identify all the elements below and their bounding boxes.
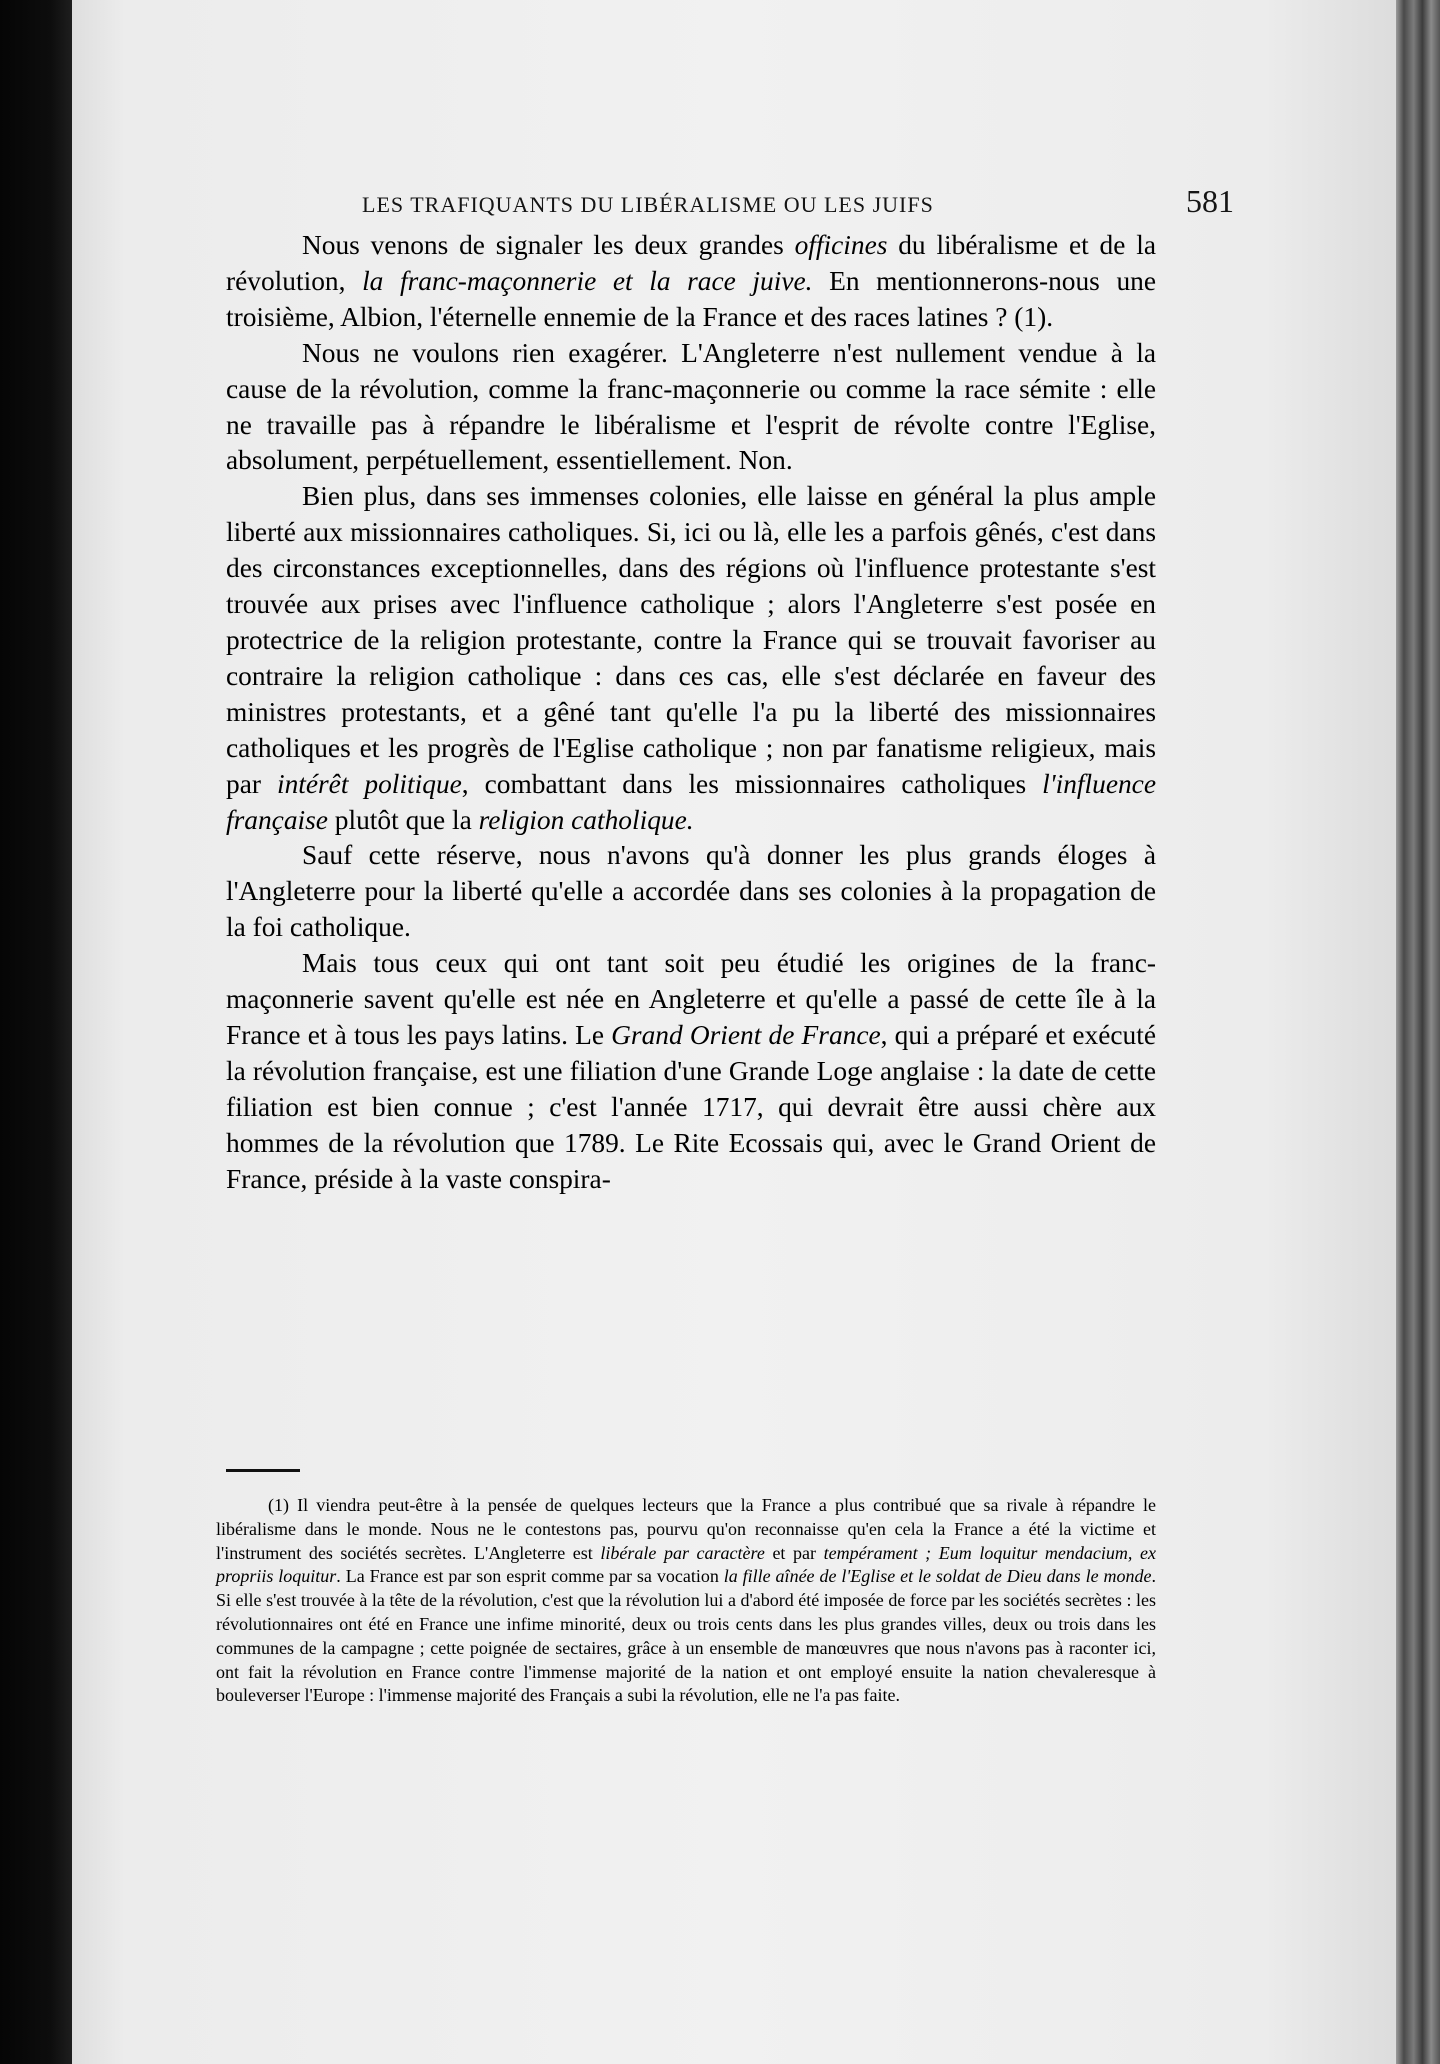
- text-run: . La France est par son esprit comme par sa vocation: [336, 1566, 724, 1587]
- text-run: , combattant dans les missionnaires catholiques: [461, 768, 1043, 799]
- italic-run: religion catholique.: [478, 804, 694, 835]
- text-run: , qui a préparé et exécuté la révolution française, est une filiation d'une Grande Loge anglaise : la date de cette filiation est bien connue ; c'est l'année 1717, qui devrait être aussi chère aux hommes de la révolution que 1789. Le Rite Ecossais qui, avec le Grand Orient de France, préside à la vaste conspira-: [226, 1019, 1156, 1194]
- text-run: et par: [764, 1542, 824, 1563]
- italic-run: Grand Orient de France: [611, 1019, 881, 1050]
- italic-run: officines: [794, 230, 888, 260]
- paragraph-5: [226, 946, 1156, 1197]
- text-run: du libéralisme et de la révolution,: [226, 230, 1156, 296]
- text-run: En mentionnerons-nous une troisième, Albion, l'éternelle ennemie de la France et des races latines ? (1).: [226, 265, 1156, 332]
- running-head: LES TRAFIQUANTS DU LIBÉRALISME OU LES JUIFS: [362, 192, 934, 217]
- text-run: Mais tous ceux qui ont tant soit peu étudié les origines de la franc-maçonnerie savent qu'elle est née en Angleterre et qu'elle a passé de cette île à la France et à tous les pays latins. Le: [226, 948, 1156, 1050]
- text-run: Bien plus, dans ses immenses colonies, elle laisse en général la plus ample liberté aux missionnaires catholiques. Si, ici ou là, elle les a parfois gênés, c'est dans des circonstances exceptionnelles, dans des régions où l'influence protestante s'est trouvée aux prises avec l'influence catholique ; alors l'Angleterre s'est posée en protectrice de la religion protestante, contre la France qui se trouvait favoriser au contraire la religion catholique : dans ces cas, elle s'est déclarée en faveur des ministres protestants, et a gêné tant qu'elle l'a pu la liberté des missionnaires catholiques et les progrès de l'Eglise catholique ; non par fanatisme religieux, mais par: [226, 481, 1156, 799]
- footnote: [216, 1494, 1156, 1708]
- main-text: [226, 228, 1156, 1197]
- text-run: (1) Il viendra peut-être à la pensée de quelques lecteurs que la France a plus contribué que sa rivale à répandre le libéralisme dans le monde. Nous ne le contestons pas, pourvu qu'on reconnaisse qu'en cela la France a été la victime et l'instrument des sociétés secrètes. L'Angleterre est: [216, 1495, 1156, 1563]
- italic-run: l'influence française: [226, 768, 1156, 835]
- paragraph-2: Nous ne voulons rien exagérer. L'Angleterre n'est nullement vendue à la cause de la révolution, comme la franc-maçonnerie ou comme la race sémite : elle ne travaille pas à répandre le libéralisme et l'esprit de révolte contre l'Eglise, absolument, perpétuellement, essentiellement. Non.: [226, 337, 1156, 476]
- book-gutter-shadow: [0, 0, 72, 2064]
- italic-run: libérale par caractère: [600, 1542, 765, 1563]
- footnote-separator: [226, 1469, 300, 1472]
- italic-run: la fille aînée de l'Eglise et le soldat de Dieu dans le monde: [723, 1566, 1152, 1587]
- text-run: . Si elle s'est trouvée à la tête de la révolution, c'est que la révolution lui a d'abord été imposée de force par les sociétés secrètes : les révolutionnaires ont été en France une infime minorité, deux ou trois cents dans les plus grandes villes, deux ou trois dans les communes de la campagne ; cette poignée de sectaires, grâce à un ensemble de manœuvres que nous n'avons pas à raconter ici, ont fait la révolution en France contre l'immense majorité de la nation et ont employé ensuite la nation chevaleresque à bouleverser l'Europe : l'immense majorité des Français a subi la révolution, elle ne l'a pas faite.: [216, 1566, 1156, 1706]
- paragraph-1: [226, 228, 1156, 336]
- text-run: plutôt que la: [327, 804, 479, 835]
- book-fore-edge: [1396, 0, 1440, 2064]
- italic-run: tempérament ; Eum loquitur mendacium, ex propriis loquitur: [216, 1542, 1156, 1587]
- footnote-1: [216, 1494, 1156, 1708]
- paragraph-3: [226, 479, 1156, 838]
- italic-run: intérêt politique: [276, 768, 462, 799]
- paragraph-4: Sauf cette réserve, nous n'avons qu'à donner les plus grands éloges à l'Angleterre pour la liberté qu'elle a accordée dans ses colonies à la propagation de la foi catholique.: [226, 840, 1156, 943]
- page-number: 581: [1186, 183, 1234, 219]
- italic-run: la franc-maçonnerie et la race juive.: [362, 265, 813, 296]
- text-run: Nous venons de signaler les deux grandes: [302, 230, 795, 260]
